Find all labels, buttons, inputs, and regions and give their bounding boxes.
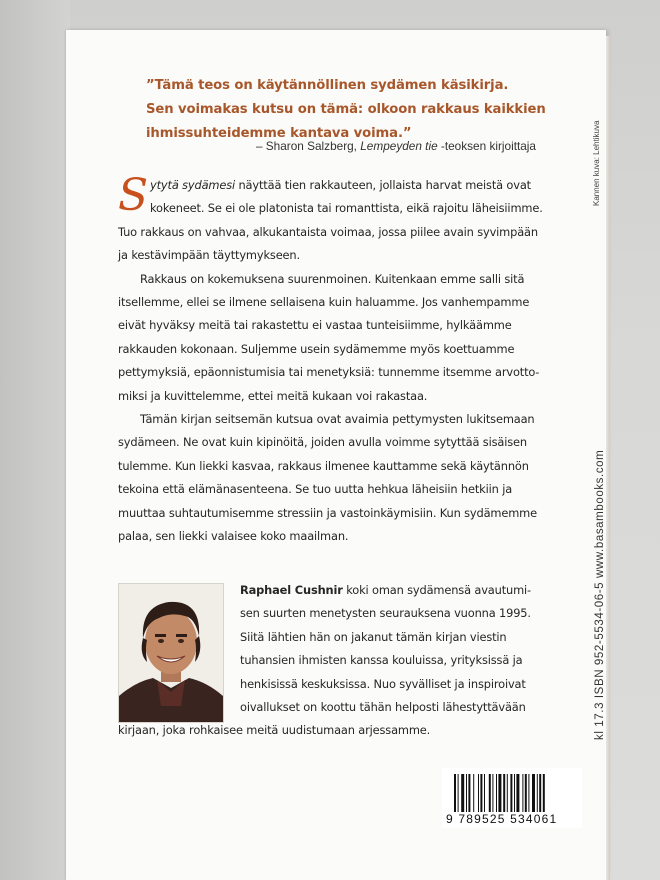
barcode-number: 9 789525 534061 — [446, 812, 558, 826]
quote-line: ihmissuhteidemme kantava voima.” — [146, 126, 412, 141]
bio-line: tuhansien ihmisten kanssa kouluissa, yrityksissä ja — [240, 653, 523, 668]
attribution-prefix: – Sharon Salzberg, — [255, 139, 361, 153]
quote-line: Sen voimakas kutsu on tämä: olkoon rakkaus kaikkien — [146, 102, 546, 117]
isbn-text: kl 17.3 ISBN 952-5534-06-5 www.basambooks.com — [594, 449, 606, 740]
book-back-cover — [66, 30, 606, 880]
bio-line: henkisissä keskuksissa. Nuo syvälliset ja inspiroivat — [240, 676, 526, 691]
background-surface — [0, 0, 70, 880]
quote-line: ”Tämä teos on käytännöllinen sydämen käsikirja. — [146, 78, 509, 93]
paragraph-1: Rakkaus on kokemuksena suurenmoinen. Kuitenkaan emme salli sitä itsellemme, ellei se ilmene sellaisena kuin haluamme. Jos vanhempamme eivät hyväksy meitä tai rakastettu ei vastaa tunteisiimme, hylkäämme rakkauden kokonaan. Suljemme usein sydämemme myös koettuamme pettymyksiä, epäonnistumisia tai menetyksiä: tunnemme itsemme arvottomiksi ja kuvittelemme, ettei meitä kukaan voi rakastaa. — [118, 271, 540, 403]
barcode-area — [442, 768, 582, 828]
book-edge — [606, 36, 610, 880]
attribution-suffix: -teoksen kirjoittaja — [437, 139, 536, 153]
blurb-quote — [146, 74, 546, 146]
bio-line: oivallukset on koottu tähän helposti lähestyttävään — [240, 700, 526, 715]
barcode-icon — [454, 774, 574, 812]
quote-attribution — [166, 139, 536, 153]
intro-paragraph — [118, 170, 550, 268]
description-text — [118, 170, 550, 549]
cover-credit-text: Kannen kuva: Lehtikuva — [592, 120, 601, 206]
bio-line-1: Raphael Cushnir koki oman sydämensä avautumi- — [240, 583, 532, 597]
paragraph-2: Tämän kirjan seitsemän kutsua ovat avaimia pettymysten lukitsemaan sydämeen. Ne ovat kuin kipinöitä, joiden avulla voimme sytyttää sisäisen tulemme. Kun liekki kasvaa, rakkaus ilmenee kauttamme sekä käytännön tekoina että elämänasenteena. Se tuo uutta hehkua läheisiin hetkiin ja muuttaa suhtautumisemme stressiin ja vastoinkäymisiin. Kun sydämemme palaa, sen liekki valaisee koko maailman. — [118, 412, 537, 544]
intro-title: ytytä sydämesi — [150, 178, 236, 192]
bio-line: sen suurten menetysten seurauksena vuonna 1995. — [240, 606, 531, 621]
isbn-sideline — [580, 390, 604, 740]
author-bio — [118, 579, 550, 743]
drop-cap: S — [118, 170, 148, 221]
attribution-book-title: Lempeyden tie — [360, 139, 438, 153]
cover-photo-credit — [580, 86, 600, 206]
author-name: Raphael Cushnir — [240, 583, 343, 597]
bio-line: kirjaan, joka rohkaisee meitä uudistumaan arjessamme. — [118, 723, 431, 738]
bio-line: Siitä lähtien hän on jakanut tämän kirjan viestin — [240, 629, 507, 644]
intro-text: näyttää tien rakkauteen, jollaista harvat meistä ovat kokeneet. Se ei ole platonista tai romanttista, eikä rajoitu läheisiimme. Tuo rakkaus on vahvaa, alkukantaista voimaa, jossa piilee avain syvimpään ja kestävimpään täyttymykseen. — [118, 178, 543, 263]
